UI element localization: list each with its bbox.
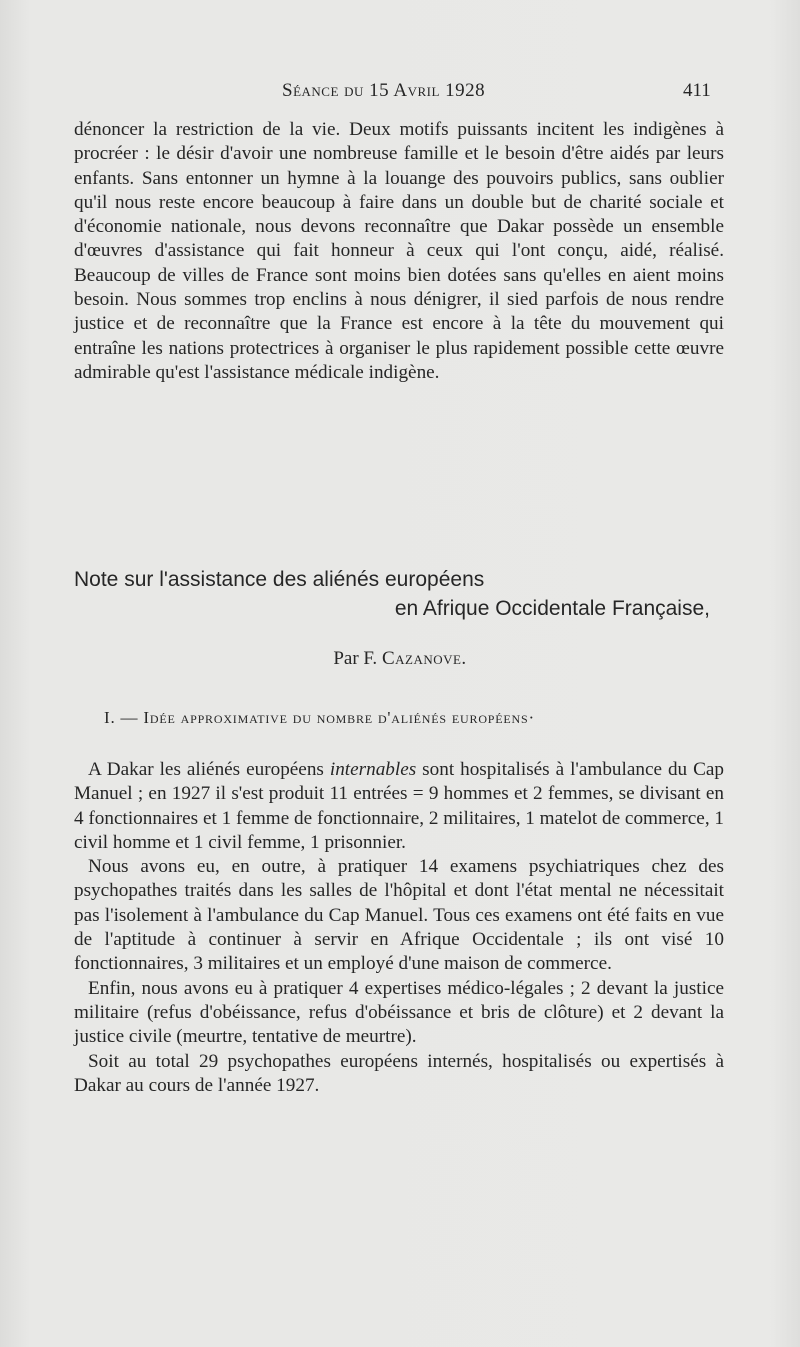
byline-author: Cazanove.	[381, 648, 467, 669]
article-title-line-1: Note sur l'assistance des aliénés européens	[74, 568, 485, 591]
paragraph-1-end: sont hospitalisés à l'ambulance du Cap Manuel ; en 1927 il s'est produit 11 entrées = 9 hommes et 2 femmes, se divisant en 4 fonctionnaires et 1 femme de fonctionnaire, 2 militaires, 1 matelot de commerce, 1 civil homme et 1 civil femme, 1 prisonnier.	[74, 759, 725, 853]
intro-paragraph-block	[74, 118, 724, 385]
article-paragraph-3: Enfin, nous avons eu à pratiquer 4 expertises médico-légales ; 2 devant la justice militaire (refus d'obéissance, refus d'obéissance et bris de clôture) et 2 devant la justice civile (meurtre, tentative de meurtre).	[74, 977, 724, 1048]
intro-paragraph: dénoncer la restriction de la vie. Deux motifs puissants incitent les indigènes à procréer : le désir d'avoir une nombreuse famille et le besoin d'être aidés par leurs enfants. Sans entonner un hymne à la louange des pouvoirs publics, sans oublier qu'il nous reste encore beaucoup à faire dans un double but de charité sociale et d'économie nationale, nous devons reconnaître que Dakar possède un ensemble d'œuvres d'assistance qui fait honneur à ceux qui l'ont conçu, aidé, réalisé. Beaucoup de villes de France sont moins bien dotées sans qu'elles en aient moins besoin. Nous sommes trop enclins à nous dénigrer, il sied parfois de nous rendre justice et de reconnaître que la France est encore à la tête du mouvement qui entraîne les nations protectrices à organiser le plus rapidement possible cette œuvre admirable qu'est l'assistance médicale indigène.	[74, 119, 724, 383]
byline-prefix: Par F.	[333, 648, 378, 669]
article-paragraph-2: Nous avons eu, en outre, à pratiquer 14 examens psychiatriques chez des psychopathes traités dans les salles de l'hôpital et dont l'état mental ne nécessitait pas l'isolement à l'ambulance du Cap Manuel. Tous ces examens ont été faits en vue de l'aptitude à continuer à servir en Afrique Occidentale ; ils ont visé 10 fonctionnaires, 3 militaires et un employé d'une maison de commerce.	[74, 856, 724, 975]
article-body	[74, 758, 724, 1098]
article-paragraph-1	[74, 758, 724, 855]
byline	[0, 648, 800, 670]
section-heading: I. — Idée approximative du nombre d'aliénés européens·	[104, 708, 535, 727]
article-paragraph-4: Soit au total 29 psychopathes européens internés, hospitalisés ou expertisés à Dakar au cours de l'année 1927.	[74, 1050, 724, 1096]
running-title: Séance du 15 Avril 1928	[282, 80, 486, 101]
article-title	[74, 565, 710, 623]
article-title-line-2: en Afrique Occidentale Française,	[394, 597, 710, 620]
paragraph-1-start: A Dakar les aliénés européens	[88, 759, 330, 780]
running-head	[0, 80, 800, 110]
paragraph-1-italic: internables	[329, 759, 417, 780]
page-number: 411	[683, 80, 711, 101]
